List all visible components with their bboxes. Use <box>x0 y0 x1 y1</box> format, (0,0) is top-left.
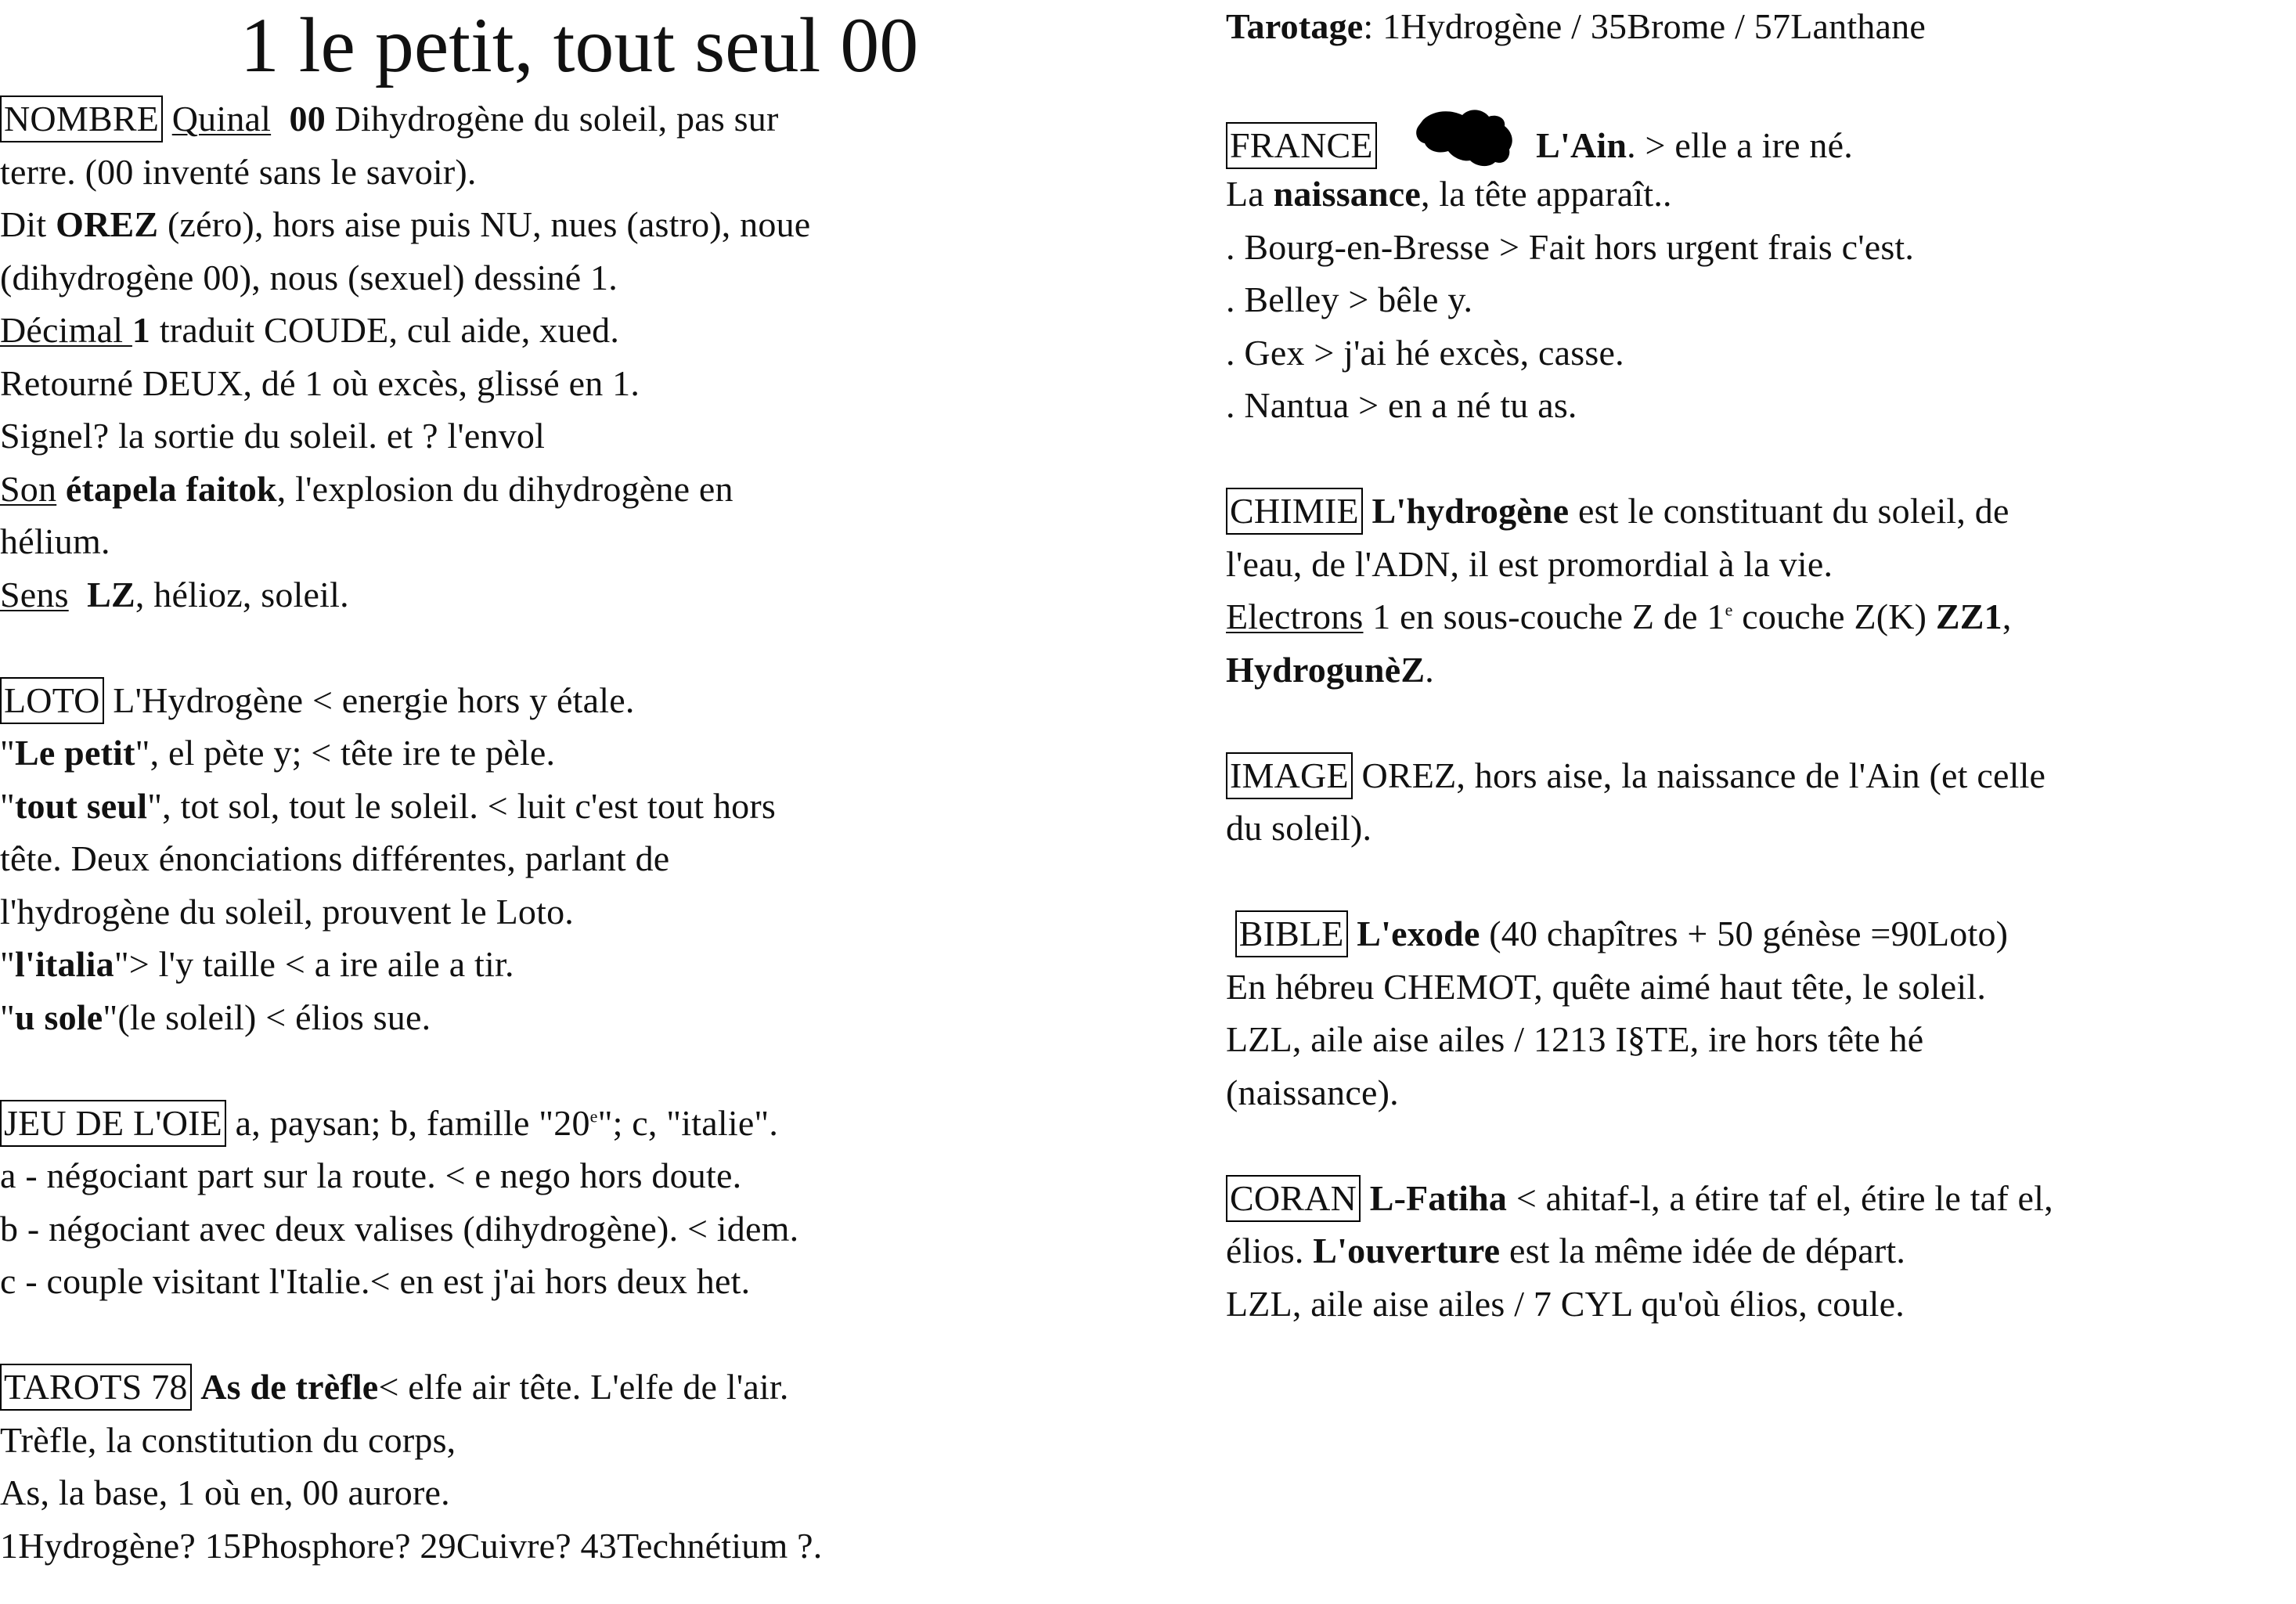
right-column <box>1226 0 2296 1330</box>
quinal-label: Quinal <box>171 99 272 139</box>
section-label-chimie: CHIMIE <box>1226 488 1363 535</box>
section-tarots: TAROTS 78 As de trèfle< elfe air tête. L'elfe de l'air. Trèfle, la constitution du corps, As, la base, 1 où en, 00 aurore. 1Hydrogène? 15Phosphore? 29Cuivre? 43Technétium ?. <box>0 1361 1112 1572</box>
section-nombre: NOMBRE Quinal 00 Dihydrogène du soleil, pas sur terre. (00 inventé sans le savoir). Dit OREZ (zéro), hors aise puis NU, nues (astro), noue (dihydrogène 00), nous (sexuel) dessiné 1. Décimal 1 traduit COUDE, cul aide, xued. Retourné DEUX, dé 1 où excès, glissé en 1. Signel? la sortie du soleil. et ? l'envol Son étapela faitok, l'explosion du dihydrogène en hélium. Sens LZ, hélioz, soleil. <box>0 92 1112 621</box>
section-label-bible: BIBLE <box>1235 910 1348 957</box>
section-bible: BIBLE L'exode (40 chapîtres + 50 génèse =90Loto) En hébreu CHEMOT, quête aimé haut tête, le soleil. LZL, aile aise ailes / 1213 I§TE, ire hors tête hé (naissance). <box>1226 907 2296 1119</box>
page-title: 1 le petit, tout seul 00 <box>240 2 919 88</box>
section-label-nombre: NOMBRE <box>0 96 163 142</box>
section-loto: LOTO L'Hydrogène < energie hors y étale. "Le petit", el pète y; < tête ire te pèle. "tout seul", tot sol, tout le soleil. < luit c'est tout hors tête. Deux énonciations différentes, parlant de l'hydrogène du soleil, prouvent le Loto. "l'italia"> l'y taille < a ire aile a tir. "u sole"(le soleil) < élios sue. <box>0 674 1112 1044</box>
section-label-oie: JEU DE L'OIE <box>0 1100 226 1147</box>
section-label-image: IMAGE <box>1226 752 1353 799</box>
left-column <box>0 0 1112 1572</box>
section-image: IMAGE OREZ, hors aise, la naissance de l'Ain (et celle du soleil). <box>1226 749 2296 855</box>
section-jeu-de-l-oie: JEU DE L'OIE a, paysan; b, famille "20e"; c, "italie". a - négociant part sur la route. < e nego hors doute. b - négociant avec deux valises (dihydrogène). < idem. c - couple visitant l'Italie.< en est j'ai hors deux het. <box>0 1097 1112 1308</box>
nombre-number: 00 <box>289 99 326 139</box>
section-france: FRANCE L'Ain. > elle a ire né. La naissance, la tête apparaît.. . Bourg-en-Bresse > Fait hors urgent frais c'est. . Belley > bêle y. . Gex > j'ai hé excès, casse. . Nantua > en a né tu as. <box>1226 106 2296 432</box>
section-label-loto: LOTO <box>0 677 104 724</box>
section-coran: CORAN L-Fatiha < ahitaf-l, a étire taf el, étire le taf el, élios. L'ouverture est la même idée de départ. LZL, aile aise ailes / 7 CYL qu'où élios, coule. <box>1226 1172 2296 1331</box>
tarotage-line: Tarotage: 1Hydrogène / 35Brome / 57Lanthane <box>1226 6 1926 46</box>
section-label-tarots: TAROTS 78 <box>0 1364 192 1411</box>
section-label-coran: CORAN <box>1226 1175 1361 1222</box>
ain-map-icon <box>1401 106 1519 168</box>
section-chimie: CHIMIE L'hydrogène est le constituant du soleil, de l'eau, de l'ADN, il est promordial à la vie. Electrons 1 en sous-couche Z de 1e couche Z(K) ZZ1, HydrogunèZ. <box>1226 485 2296 696</box>
section-label-france: FRANCE <box>1226 122 1377 169</box>
